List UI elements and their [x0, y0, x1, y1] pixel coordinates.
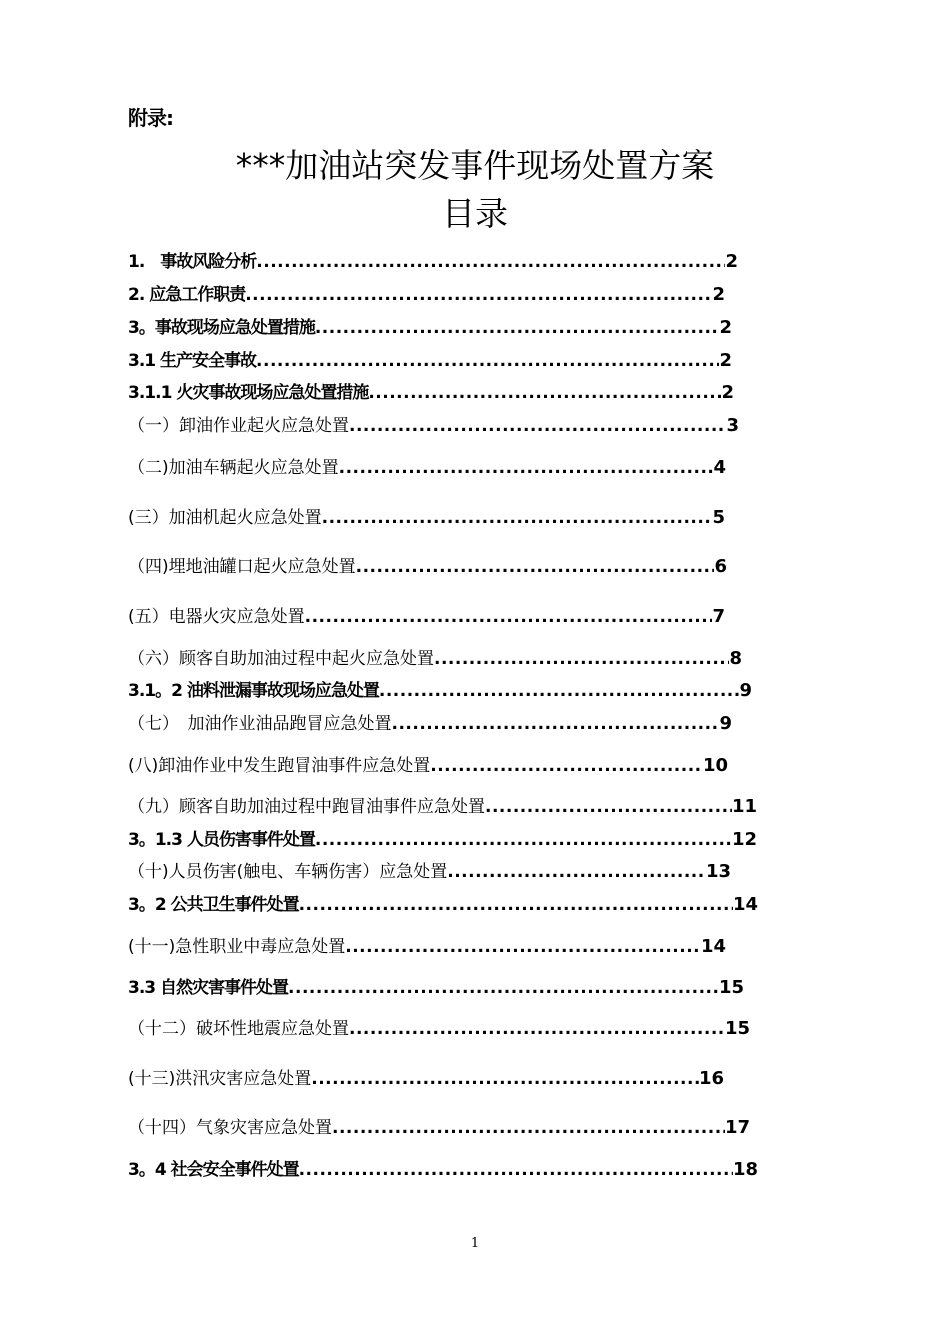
- toc-entry-label: （四)埋地油罐口起火应急处置: [128, 557, 356, 577]
- toc-leader-dots: [245, 285, 712, 305]
- toc-entry-page: 15: [724, 1018, 750, 1039]
- toc-entry-page: 2: [721, 382, 734, 403]
- toc-entry-label: 3.1。2 油料泄漏事故现场应急处置: [128, 681, 379, 701]
- toc-leader-dots: [256, 252, 725, 272]
- toc-entry-page: 9: [719, 713, 732, 734]
- toc-entry-label: (十一)急性职业中毒应急处置: [128, 937, 346, 957]
- toc-entry-page: 14: [732, 894, 758, 915]
- toc-entry-page: 18: [732, 1159, 758, 1180]
- toc-entry[interactable]: [128, 453, 726, 479]
- toc-leader-dots: [299, 895, 733, 915]
- toc-entry-label: 3。4 社会安全事件处置: [128, 1160, 299, 1180]
- toc-entry-label: 3.3 自然灾害事件处置: [128, 978, 289, 998]
- toc-leader-dots: [256, 351, 719, 371]
- toc-entry[interactable]: [128, 676, 752, 702]
- toc-entry-page: 6: [714, 556, 727, 577]
- toc-entry-label: 2. 应急工作职责: [128, 285, 246, 305]
- toc-entry[interactable]: [128, 552, 727, 578]
- toc-leader-dots: [434, 649, 729, 669]
- toc-entry-page: 7: [712, 606, 725, 627]
- toc-entry[interactable]: [128, 411, 739, 437]
- toc-entry-page: 16: [698, 1068, 724, 1089]
- toc-leader-dots: [315, 318, 720, 338]
- toc-entry[interactable]: [128, 1064, 724, 1090]
- toc-entry-label: （二)加油车辆起火应急处置: [128, 458, 339, 478]
- toc-entry-page: 3: [726, 415, 739, 436]
- page-number: 1: [470, 1236, 480, 1251]
- toc-entry-label: (五）电器火灾应急处置: [128, 607, 305, 627]
- toc-entry-page: 14: [700, 936, 726, 957]
- toc-entry[interactable]: [128, 709, 732, 735]
- toc-leader-dots: [430, 756, 703, 776]
- toc-entry-label: 3。2 公共卫生事件处置: [128, 895, 299, 915]
- toc-leader-dots: [305, 607, 713, 627]
- toc-entry-label: (三）加油机起火应急处置: [128, 508, 322, 528]
- toc-leader-dots: [288, 978, 719, 998]
- toc-leader-dots: [345, 937, 701, 957]
- toc-entry-label: （十)人员伤害(触电、车辆伤害）应急处置: [128, 862, 448, 882]
- toc-entry-label: （一）卸油作业起火应急处置: [128, 416, 349, 436]
- toc-leader-dots: [485, 797, 732, 817]
- toc-entry-label: 3。事故现场应急处置措施: [128, 318, 315, 338]
- toc-entry[interactable]: [128, 644, 742, 670]
- toc-entry[interactable]: [128, 503, 725, 529]
- toc-entry-label: （十四）气象灾害应急处置: [128, 1118, 332, 1138]
- toc-heading: 目录: [442, 194, 508, 233]
- toc-entry-page: 13: [705, 861, 731, 882]
- toc-entry[interactable]: [128, 313, 732, 339]
- toc-leader-dots: [311, 1069, 699, 1089]
- toc-entry[interactable]: [128, 346, 732, 372]
- toc-entry-label: 1. 事故风险分析: [128, 252, 257, 272]
- toc-entry-label: (八)卸油作业中发生跑冒油事件应急处置: [128, 756, 431, 776]
- toc-entry[interactable]: [128, 280, 725, 306]
- toc-leader-dots: [356, 557, 715, 577]
- toc-entry[interactable]: [128, 1014, 750, 1040]
- toc-entry[interactable]: [128, 825, 757, 851]
- toc-entry-label: （七） 加油作业油品跑冒应急处置: [128, 714, 392, 734]
- toc-entry[interactable]: [128, 973, 744, 999]
- toc-entry[interactable]: [128, 247, 738, 273]
- toc-entry-label: （十二）破坏性地震应急处置: [128, 1019, 349, 1039]
- toc-entry[interactable]: [128, 890, 758, 916]
- toc-entry-page: 2: [725, 251, 738, 272]
- appendix-label: 附录:: [128, 106, 173, 130]
- toc-leader-dots: [368, 383, 721, 403]
- document-title: ***加油站突发事件现场处置方案: [235, 146, 715, 185]
- toc-entry-page: 10: [702, 755, 728, 776]
- toc-leader-dots: [332, 1118, 725, 1138]
- toc-entry-page: 15: [718, 977, 744, 998]
- toc-entry-page: 8: [729, 648, 742, 669]
- toc-entry[interactable]: [128, 792, 757, 818]
- toc-leader-dots: [299, 1160, 733, 1180]
- toc-entry[interactable]: [128, 751, 728, 777]
- toc-entry-page: 5: [712, 507, 725, 528]
- toc-entry-label: 3.1 生产安全事故: [128, 351, 257, 371]
- toc-entry[interactable]: [128, 932, 726, 958]
- toc-entry-label: （六）顾客自助加油过程中起火应急处置: [128, 649, 434, 669]
- toc-leader-dots: [322, 508, 713, 528]
- toc-entry-page: 2: [719, 317, 732, 338]
- toc-entry-page: 2: [719, 350, 732, 371]
- toc-leader-dots: [392, 714, 720, 734]
- toc-leader-dots: [349, 416, 726, 436]
- toc-entry[interactable]: [128, 1113, 750, 1139]
- toc-entry-page: 12: [731, 829, 757, 850]
- toc-entry-label: 3。1.3 人员伤害事件处置: [128, 830, 315, 850]
- toc-entry[interactable]: [128, 857, 731, 883]
- toc-entry-label: (十三)洪汛灾害应急处置: [128, 1069, 312, 1089]
- toc-leader-dots: [339, 458, 714, 478]
- toc-leader-dots: [447, 862, 706, 882]
- toc-entry-page: 2: [712, 284, 725, 305]
- toc-leader-dots: [379, 681, 740, 701]
- toc-entry-label: 3.1.1 火灾事故现场应急处置措施: [128, 383, 369, 403]
- toc-entry[interactable]: [128, 602, 725, 628]
- toc-entry-page: 4: [713, 457, 726, 478]
- toc-entry[interactable]: [128, 378, 734, 404]
- toc-entry-page: 17: [724, 1117, 750, 1138]
- toc-leader-dots: [349, 1019, 725, 1039]
- toc-entry-page: 11: [731, 796, 757, 817]
- toc-entry-page: 9: [739, 680, 752, 701]
- toc-entry[interactable]: [128, 1155, 758, 1181]
- toc-leader-dots: [315, 830, 732, 850]
- toc-entry-label: （九）顾客自助加油过程中跑冒油事件应急处置: [128, 797, 485, 817]
